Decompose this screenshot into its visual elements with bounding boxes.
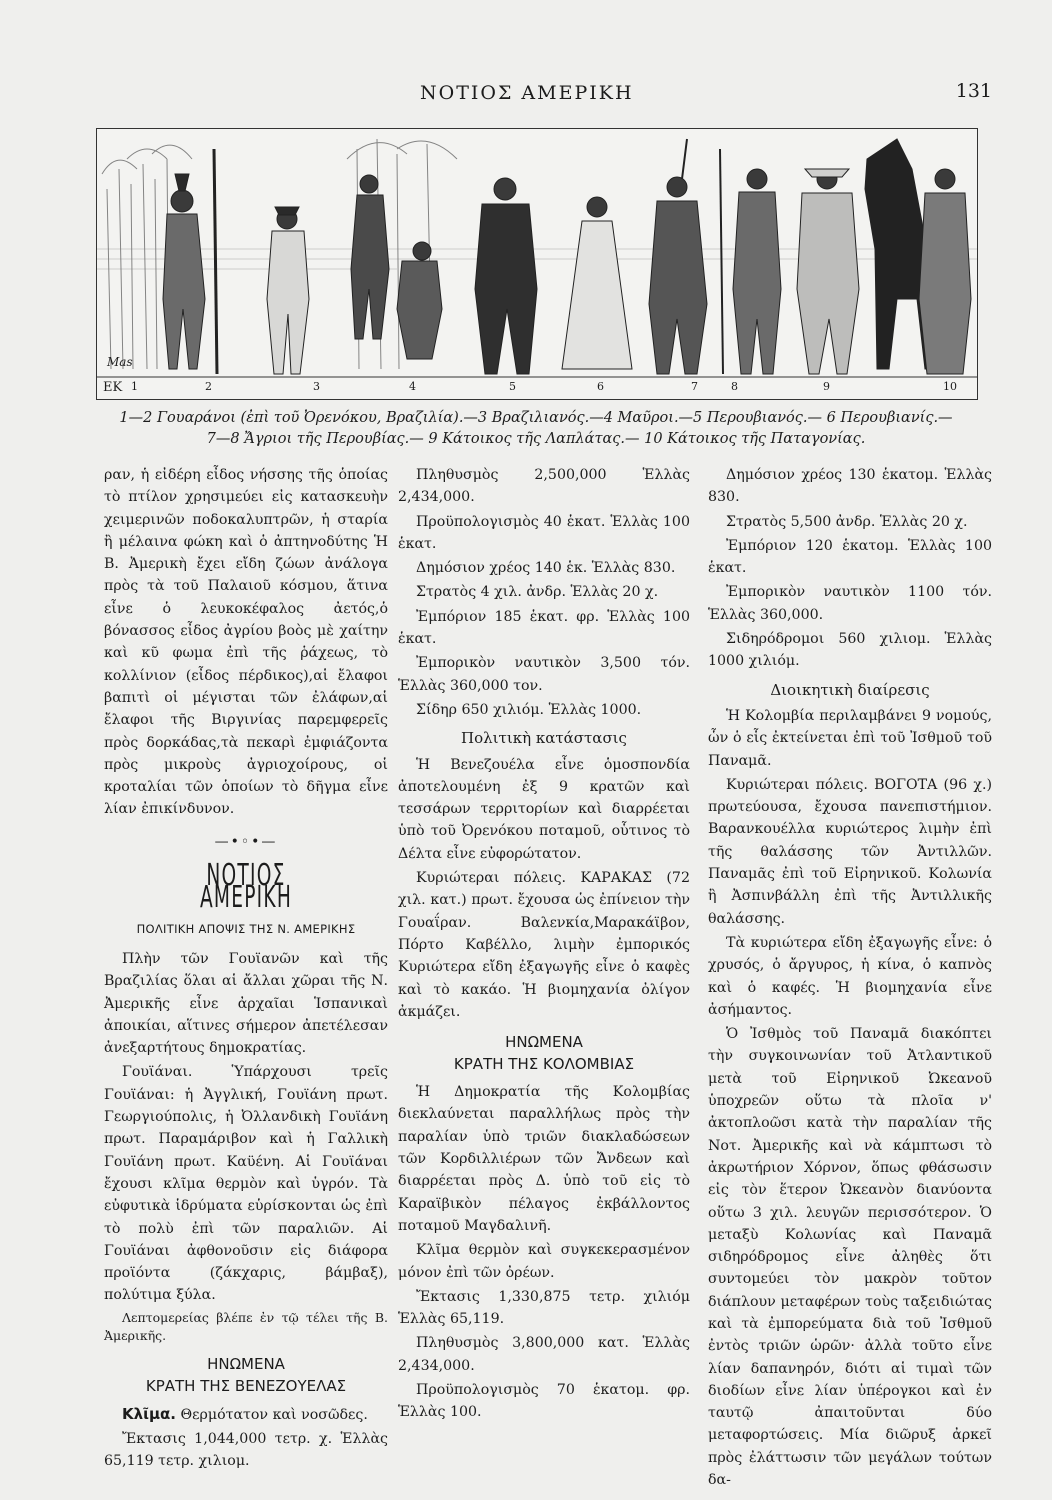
figure-number: 7	[691, 380, 698, 393]
engraving-plate	[96, 128, 978, 400]
heading-line: ΚΡΑΤΗ ΤΗΣ ΚΟΛΟΜΒΙΑΣ	[453, 1055, 635, 1074]
area-stat: Ἔκτασις 1,044,000 τετρ. χ. Ἑλλὰς 65,119 τετρ. χιλιομ.	[104, 1430, 388, 1470]
stat-line: Δημόσιον χρέος 140 ἑκ. Ἑλλὰς 830.	[416, 560, 676, 577]
figure-number: 6	[597, 380, 604, 393]
figure-number: 10	[943, 380, 957, 393]
plate-caption	[96, 408, 976, 450]
subsection-title: ΠΟΛΙΤΙΚΗ ΑΠΟΨΙΣ ΤΗΣ Ν. ΑΜΕΡΙΚΗΣ	[136, 921, 356, 936]
heading-line: ΗΝΩΜΕΝΑ	[207, 1354, 285, 1373]
artist-signature: Mas	[107, 355, 133, 369]
paragraph: ραν, ἡ εἰδέρη εἶδος νήσσης τῆς ὁποίας τὸ πτίλον χρησιμεύει εἰς κατασκευὴν χειμερινῶν ποδοκαλυπτρῶν, ἡ σταρία ἢ μέλαινα φώκη καὶ ὁ ἀπτηνοδύτης Ἡ Β. Ἀμερικὴ ἔχει εἴδη ζώων ἀνάλογα πρὸς τὰ τοῦ Παλαιοῦ κόσμου, ἅτινα εἶνε ὁ λευκοκέφαλος ἀετός,ὁ βόνασσος εἶδος ἀγρίου βοὸς μὲ χαίτην καὶ κῦ φωμα ἐπὶ τῆς ῥάχεως, τὸ κολλίνιον (εἶδος πέρδικος),αἱ ἔλαφοι βαπιτὶ οἱ μέγισται τῶν ἐλάφων,αἱ ἔλαφοι τῆς Βιργινίας παρεμφερεῖς πρὸς δορκάδας,τὰ πεκαρὶ ἐμφιάζοντα πρὸς μικροὺς ἀγριοχοίρους, οἱ κροταλίαι τῶν ὁποίων τὸ δῆγμα εἶνε λίαν ἐπικίνδυνον.	[104, 467, 388, 818]
figure-number: 5	[509, 380, 516, 393]
paragraph: Τὰ κυριώτερα εἴδη ἐξαγωγῆς εἶνε: ὁ χρυσός, ὁ ἄργυρος, ἡ κίνα, ὁ καπνὸς καὶ ὁ καφές. Ἡ βιομηχανία εἶνε ἀσήμαντος.	[708, 934, 992, 1018]
paragraph: Γουϊάναι. Ὑπάρχουσι τρεῖς Γουϊάναι: ἡ Ἀγγλική, Γουϊάνη πρωτ. Γεωργιούπολις, ἡ Ὀλλανδικὴ Γουϊάνη πρωτ. Παραμάριβον καὶ ἡ Γαλλικὴ Γουϊάνη πρωτ. Καϋένη. Αἱ Γουϊάναι ἔχουσι κλῖμα θερμὸν καὶ ὑγρόν. Τὰ εὐφυτικὰ ἱδρύματα εὑρίσκονται ὡς ἐπὶ τὸ πολὺ ἐπὶ τῶν παραλιῶν. Αἱ Γουϊάναι ἀφθονοῦσιν εἰς διάφορα προϊόντα (ζάκχαρις, βάμβαξ), πολύτιμα ξύλα.	[104, 1064, 388, 1304]
column-left	[104, 464, 388, 1475]
engraving-illustration	[97, 129, 977, 399]
paragraph: Κυριώτεραι πόλεις. ΒΟΓΟΤΑ (96 χ.) πρωτεύουσα, ἔχουσα πανεπιστήμιον. Βαρανκουέλλα κυριώτερος λιμὴν ἐπὶ τῆς θαλάσσης τῶν Ἀντιλλῶν. Παναμᾶς ἐπὶ τοῦ Εἰρηνικοῦ. Κολωνία ἢ Ἀσπινβάλλη ἐπὶ τῆς Ἀντιλλικῆς θαλάσσης.	[708, 776, 992, 927]
section-title: ΝΟΤΙΟΣ ΑΜΕΡΙΚΗ	[199, 858, 293, 916]
figure-number: 9	[823, 380, 830, 393]
climate-label: Κλῖμα.	[122, 1404, 177, 1423]
stat-line: Πληθυσμὸς 3,800,000 κατ. Ἑλλὰς 2,434,000.	[398, 1335, 690, 1374]
paragraph: Κλῖμα θερμὸν καὶ συγκεκερασμένον μόνον ἐπὶ τῶν ὀρέων.	[398, 1242, 690, 1281]
states-heading	[398, 1031, 690, 1075]
stat-line: Δημόσιον χρέος 130 ἑκατομ. Ἑλλὰς 830.	[708, 467, 992, 506]
running-title: ΝΟΤΙΟΣ ΑΜΕΡΙΚΗ	[420, 82, 634, 104]
stat-line: Ἐμπορικὸν ναυτικὸν 1100 τόν. Ἑλλὰς 360,000.	[708, 584, 992, 623]
stat-line: Ἔκτασις 1,330,875 τετρ. χιλιόμ Ἑλλὰς 65,119.	[398, 1288, 690, 1328]
stat-line: Προϋπολογισμὸς 70 ἑκατομ. φρ. Ἑλλὰς 100.	[398, 1381, 690, 1421]
footnote: Λεπτομερείας βλέπε ἐν τῷ τέλει τῆς Β. Ἀμερικῆς.	[104, 1309, 388, 1343]
heading-line: ΚΡΑΤΗ ΤΗΣ ΒΕΝΕΖΟΥΕΛΑΣ	[145, 1376, 347, 1395]
paragraph: Ἡ Βενεζουέλα εἶνε ὁμοσπονδία ἀποτελουμένη ἐξ 9 κρατῶν καὶ τεσσάρων τερριτορίων καὶ διαρρέεται ὑπὸ τοῦ Ὀρενόκου ποταμοῦ, οὗτινος τὸ Δέλτα εἶνε εὐφορώτατον.	[398, 756, 690, 862]
column-middle	[398, 464, 690, 1426]
admin-heading: Διοικητικὴ διαίρεσις	[770, 680, 930, 699]
ornament-divider: —•◦•—	[214, 833, 278, 850]
states-heading	[104, 1353, 388, 1397]
political-heading: Πολιτικὴ κατάστασις	[461, 729, 627, 748]
plate-mark: ΕΚ	[103, 380, 123, 395]
column-right	[708, 464, 992, 1493]
caption-line: 1—2 Γουαράνοι (ἐπὶ τοῦ Ὀρενόκου, Βραζιλία).—3 Βραζιλιανός.—4 Μαῦροι.—5 Περουβιανός.— 6 Περουβιανίς.—	[119, 410, 953, 426]
paragraph: Ἡ Δημοκρατία τῆς Κολομβίας διεκλαύνεται παραλλήλως πρὸς τὴν παραλίαν ὑπὸ τριῶν διακλαδώσεων τῶν Κορδιλλιέρων τῶν Ἄνδεων καὶ διαρρέεται πρὸς Δ. ὑπὸ τοῦ εἰς τὸ Καραϊβικὸν πέλαγος ἐκβάλλοντος ποταμοῦ Μαγδαλινῆ.	[398, 1084, 690, 1234]
heading-line: ΗΝΩΜΕΝΑ	[505, 1033, 583, 1052]
paragraph: Ἡ Κολομβία περιλαμβάνει 9 νομούς, ὧν ὁ εἷς ἐκτείνεται ἐπὶ τοῦ Ἰσθμοῦ τοῦ Παναμᾶ.	[708, 707, 992, 769]
figure-number: 8	[731, 380, 738, 393]
climate-text: Θερμότατον καὶ νοσῶδες.	[180, 1406, 368, 1423]
caption-line: 7—8 Ἄγριοι τῆς Περουβίας.— 9 Κάτοικος τῆς Λαπλάτας.— 10 Κάτοικος τῆς Παταγονίας.	[206, 431, 866, 447]
stat-line: Πληθυσμὸς 2,500,000 Ἑλλὰς 2,434,000.	[398, 467, 690, 506]
stat-line: Στρατὸς 5,500 ἀνδρ. Ἑλλὰς 20 χ.	[726, 513, 968, 530]
paragraph: Πλὴν τῶν Γουϊανῶν καὶ τῆς Βραζιλίας ὅλαι αἱ ἄλλαι χῶραι τῆς Ν. Ἀμερικῆς εἶνε ἀρχαῖαι Ἱσπανικαὶ ἀποικίαι, αἵτινες σήμερον ἀπετέλεσαν ἀνεξαρτήτους δημοκρατίας.	[104, 950, 388, 1057]
stat-line: Στρατὸς 4 χιλ. ἀνδρ. Ἑλλὰς 20 χ.	[416, 584, 659, 601]
paragraph: Ὁ Ἰσθμὸς τοῦ Παναμᾶ διακόπτει τὴν συγκοινωνίαν τοῦ Ἀτλαντικοῦ μετὰ τοῦ Εἰρηνικοῦ Ὠκεανοῦ ὑποχρεῶν οὕτω τὰ πλοῖα ν' ἀκτοπλοῶσι κατὰ τὴν παραλίαν τῆς Νοτ. Ἀμερικῆς καὶ νὰ κάμπτωσι τὸ ἀκρωτήριον Χόρνον, ὅπως φθάσωσιν εἰς τὸν ἕτερον Ὠκεανὸν διανύοντα οὕτω 3 χιλ. λευγῶν περισσότερον. Ὁ μεταξὺ Κολωνίας καὶ Παναμᾶ σιδηρόδρομος εἶνε ἀληθὲς ὅτι συντομεύει τὸν μακρὸν τοῦτον διάπλουν μεταφέρων τοὺς ταξειδιώτας καὶ τὰ ἐμπορεύματα διὰ τοῦ Ἰσθμοῦ ἐντὸς τριῶν ὡρῶν· ἀλλὰ τοῦτο εἶνε λίαν δαπανηρόν, διότι αἱ τιμαὶ τῶν διοδίων εἶνε λίαν ὑπέρογκοι καὶ ἐν ταυτῷ ἀπαιτοῦνται δύο μεταφορτώσεις. Μία διῶρυξ ἀρκεῖ πρὸς ἐλάττωσιν τῶν μεγάλων τούτων δα-	[708, 1026, 992, 1489]
stat-line: Προϋπολογισμὸς 40 ἑκατ. Ἑλλὰς 100 ἑκατ.	[398, 513, 690, 552]
stat-line: Σίδηρ 650 χιλιόμ. Ἑλλὰς 1000.	[416, 701, 642, 718]
paragraph: Κυριώτεραι πόλεις. ΚΑΡΑΚΑΣ (72 χιλ. κατ.) πρωτ. ἔχουσα ὡς ἐπίνειον τὴν Γουαΐραν. Βαλενκία,Μαρακάϊβον, Πόρτο Καβέλλο, λιμὴν ἐμπορικός Κυριώτερα εἴδη ἐξαγωγῆς εἶνε ὁ καφὲς καὶ τὸ κακάο. Ἡ βιομηχανία ὀλίγον ἀκμάζει.	[398, 870, 690, 1020]
figure-number: 4	[409, 380, 416, 393]
climate-paragraph	[104, 1403, 388, 1426]
stat-line: Ἐμπόριον 185 ἑκατ. φρ. Ἑλλὰς 100 ἑκατ.	[398, 608, 690, 648]
stat-line: Ἐμπορικὸν ναυτικὸν 3,500 τόν. Ἑλλὰς 360,000 τον.	[398, 655, 690, 694]
figure-number: 2	[205, 380, 212, 393]
figure-number: 1	[131, 380, 138, 393]
figure-number: 3	[313, 380, 320, 393]
page-number: 131	[955, 80, 992, 102]
stat-line: Ἐμπόριον 120 ἑκατομ. Ἑλλὰς 100 ἑκατ.	[708, 537, 992, 577]
stat-line: Σιδηρόδρομοι 560 χιλιομ. Ἑλλὰς 1000 χιλιόμ.	[708, 631, 992, 670]
